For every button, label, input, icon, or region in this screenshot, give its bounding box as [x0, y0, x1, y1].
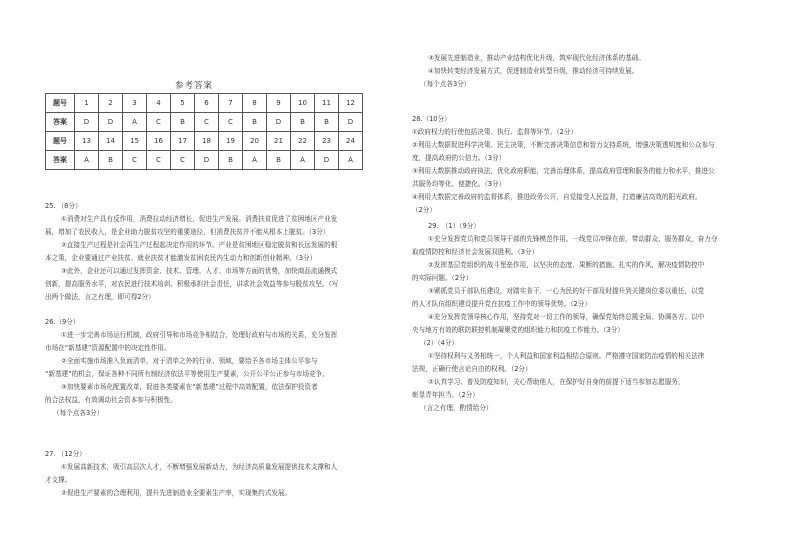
answer-line: ③此外，企业还可以通过发挥资金、技术、管理、人才、市场等方面的优势，加快商品流通模式	[61, 267, 338, 275]
answer-line: ③发展先进制造业，推动产业结构优化升级，筑牢现代化经济体系的基础。	[428, 54, 645, 62]
table-row	[46, 151, 363, 170]
answer-block-28	[412, 113, 715, 217]
answer-cell: B	[291, 113, 315, 132]
answer-line: ①进一步完善市场运行机制，政府引导和市场竞争相结合，处理好政府与市场的关系，充分发挥	[61, 331, 338, 339]
answer-block-27	[45, 448, 337, 500]
answer-line: ③加快要素市场化配置改革，促进各类要素在“新基建”过程中高效配置，依法保护投资者	[61, 383, 318, 391]
question-heading: 26.（9分）	[45, 318, 80, 326]
answer-cell: A	[243, 151, 267, 170]
answer-line: ①充分发挥党员和党员领导干部的先锋模范作用。一线党员冲锋在前，带动群众、服务群众，奋力夺	[428, 235, 718, 243]
row-label: 题号	[46, 94, 75, 113]
question-number: 8	[243, 94, 267, 113]
table-row	[46, 113, 363, 132]
answer-line: 央与地方有效的联防联控机制凝聚党的组织能力和抗疫工作能力。（3分）	[412, 326, 624, 334]
answer-line: 市场在“新基建”资源配置中的决定性作用。	[45, 344, 171, 352]
question-heading: 29. （1）（9分）	[428, 222, 480, 230]
sub-question-heading: （2）（4分）	[420, 339, 459, 347]
answer-cell: B	[171, 113, 195, 132]
answer-line: ①坚持权利与义务相统一，个人利益和国家利益相结合原则。严格遵守国家防治疫情的相关法律	[428, 352, 705, 360]
answer-cell: B	[315, 113, 339, 132]
answer-cell: D	[75, 113, 99, 132]
answer-line: （2分）	[412, 206, 436, 214]
answer-cell: C	[219, 113, 243, 132]
answer-line: 共服务均等化、便捷化。（3分）	[412, 180, 506, 188]
question-number: 11	[315, 94, 339, 113]
answer-line: ③利用大数据推动政府执法，优化政府职能，完善治理体系，提高政府管理和服务的能力和水平，推进公	[412, 167, 715, 175]
answer-line: ②直接生产过程是社会再生产过程起决定作用的环节。产业是贫困地区稳定脱贫和长远发展的根	[61, 241, 338, 249]
question-number: 3	[123, 94, 147, 113]
answer-line: 彰显青年担当。（2分）	[412, 391, 479, 399]
row-label: 答案	[46, 151, 75, 170]
question-number: 19	[219, 132, 243, 151]
answer-cell: C	[195, 113, 219, 132]
answer-line: ④利用大数据完善政府的监督体系，推进政务公开，自觉接受人民监督，打造廉洁高效的阳光政府。	[412, 193, 702, 201]
answer-cell: A	[339, 151, 363, 170]
answer-line: （每个点各3分）	[53, 409, 104, 417]
answer-line: 法规，正确行使言论自由的权利。（2分）	[412, 365, 532, 373]
answer-line: ①政府权力的行使包括决策、执行、监督等环节。（2分）	[412, 128, 578, 136]
answer-line: ②促进生产要素的合理利用，提升先进制造业全要素生产率，实现集约式发展。	[61, 489, 292, 497]
answer-cell: C	[123, 151, 147, 170]
answer-line: ①发展高新技术，吸引高层次人才，不断增强发展新动力，为经济高质量发展提供技术支撑和人	[61, 463, 338, 471]
answer-key-title: 参考答案	[175, 81, 214, 91]
answer-cell: C	[171, 151, 195, 170]
question-heading: 25. （8分）	[45, 202, 82, 210]
answer-line: 的人才队伍组织建设提升党在抗疫工作中的领导优势。（2分）	[412, 300, 591, 308]
question-number: 10	[291, 94, 315, 113]
answer-line: ②全面实施市场准入负面清单，对于清单之外的行业、领域，要给予各市场主体公平参与	[61, 357, 318, 365]
answer-line: 展，增加了农民收入，是企业助力脱贫攻坚的重要途径，但消费扶贫并不能从根本上脱贫。（3分）	[45, 228, 330, 236]
question-number: 12	[339, 94, 363, 113]
answer-cell: C	[147, 113, 171, 132]
question-number: 2	[99, 94, 123, 113]
question-heading: 27. （12分）	[45, 450, 86, 458]
answer-table	[45, 93, 363, 170]
answer-line: 本之策，企业要通过产业扶贫、就业扶贫才能激发贫困农民内生动力和创新创业精神。（3分）	[45, 254, 317, 262]
question-number: 20	[243, 132, 267, 151]
question-number: 7	[219, 94, 243, 113]
question-number: 21	[267, 132, 291, 151]
answer-line: 出两个做法，言之有理，即可得2分）	[45, 293, 155, 301]
answer-cell: B	[267, 151, 291, 170]
answer-line: 取疫情防控和经济社会发展双胜利。（3分）	[412, 248, 539, 256]
table-row	[46, 132, 363, 151]
question-number: 18	[195, 132, 219, 151]
answer-line: ④加快转变经济发展方式，促进制造业转型升级，推动经济可持续发展。	[428, 67, 639, 75]
answer-line: ②认真学习、普及防疫知识，关心帮助他人，在保护好自身的前提下适当参加志愿服务，	[428, 378, 685, 386]
answer-cell: C	[147, 151, 171, 170]
answer-line: 的实际问题。（2分）	[412, 274, 473, 282]
answer-line: ②利用大数据促进科学决策、民主决策，不断完善决策信息和智力支持系统，增强决策透明度和公众参与	[412, 141, 715, 149]
answer-cell: A	[291, 151, 315, 170]
question-heading: 28.（10分）	[412, 115, 451, 123]
answer-line: 创新，提高服务水平，对农民进行技术培训、积极承担社会责任，讲求社会效益等参与脱贫攻坚。（写	[45, 280, 339, 288]
question-number: 16	[147, 132, 171, 151]
question-number: 4	[147, 94, 171, 113]
answer-cell: A	[123, 113, 147, 132]
answer-block-26	[45, 316, 337, 420]
question-number: 24	[339, 132, 363, 151]
answer-block-27-continued	[412, 52, 645, 91]
answer-line: ②发挥基层党组织的战斗堡垒作用，以坚决的态度、果断的措施、扎实的作风，解决疫情防控中	[428, 261, 705, 269]
answer-line: ③紧抓党员干部队伍建设，对踏实肯干、一心为民的好干部及时提升到关键岗位委以重任，以党	[428, 287, 705, 295]
answer-line: ④充分发挥党领导核心作用，坚持党对一切工作的领导，确保党始终总揽全局、协调各方。以中	[428, 313, 705, 321]
answer-cell: B	[243, 113, 267, 132]
answer-cell: B	[219, 151, 243, 170]
answer-cell: D	[339, 113, 363, 132]
answer-cell: B	[99, 151, 123, 170]
question-number: 22	[291, 132, 315, 151]
answer-line: （言之有理，酌情给分）	[420, 404, 493, 412]
answer-cell: D	[195, 151, 219, 170]
question-number: 15	[123, 132, 147, 151]
answer-line: （每个点各3分）	[420, 80, 471, 88]
answer-cell: A	[75, 151, 99, 170]
answer-cell: D	[315, 151, 339, 170]
question-number: 6	[195, 94, 219, 113]
question-number: 14	[99, 132, 123, 151]
answer-block-29	[412, 220, 717, 415]
row-label: 答案	[46, 113, 75, 132]
answer-cell: D	[99, 113, 123, 132]
answer-line: ①消费对生产具有反作用，消费拉动经济增长，促进生产发展。消费扶贫促进了贫困地区产业发	[61, 215, 338, 223]
answer-cell: D	[267, 113, 291, 132]
answer-block-25	[45, 200, 338, 304]
question-number: 13	[75, 132, 99, 151]
answer-line: 才支撑。	[45, 476, 72, 484]
question-number: 9	[267, 94, 291, 113]
answer-line: 的合法权益，有效调动社会资本参与积极性。	[45, 396, 177, 404]
question-number: 17	[171, 132, 195, 151]
answer-line: “新基建”的机会，保证各种不同所有制经济依法平等使用生产要素，公开公平公正参与市场竞争。	[45, 370, 329, 378]
question-number: 23	[315, 132, 339, 151]
question-number: 5	[171, 94, 195, 113]
question-number: 1	[75, 94, 99, 113]
answer-line: 度，提高政府的公信力。（3分）	[412, 154, 506, 162]
table-row	[46, 94, 363, 113]
row-label: 题号	[46, 132, 75, 151]
